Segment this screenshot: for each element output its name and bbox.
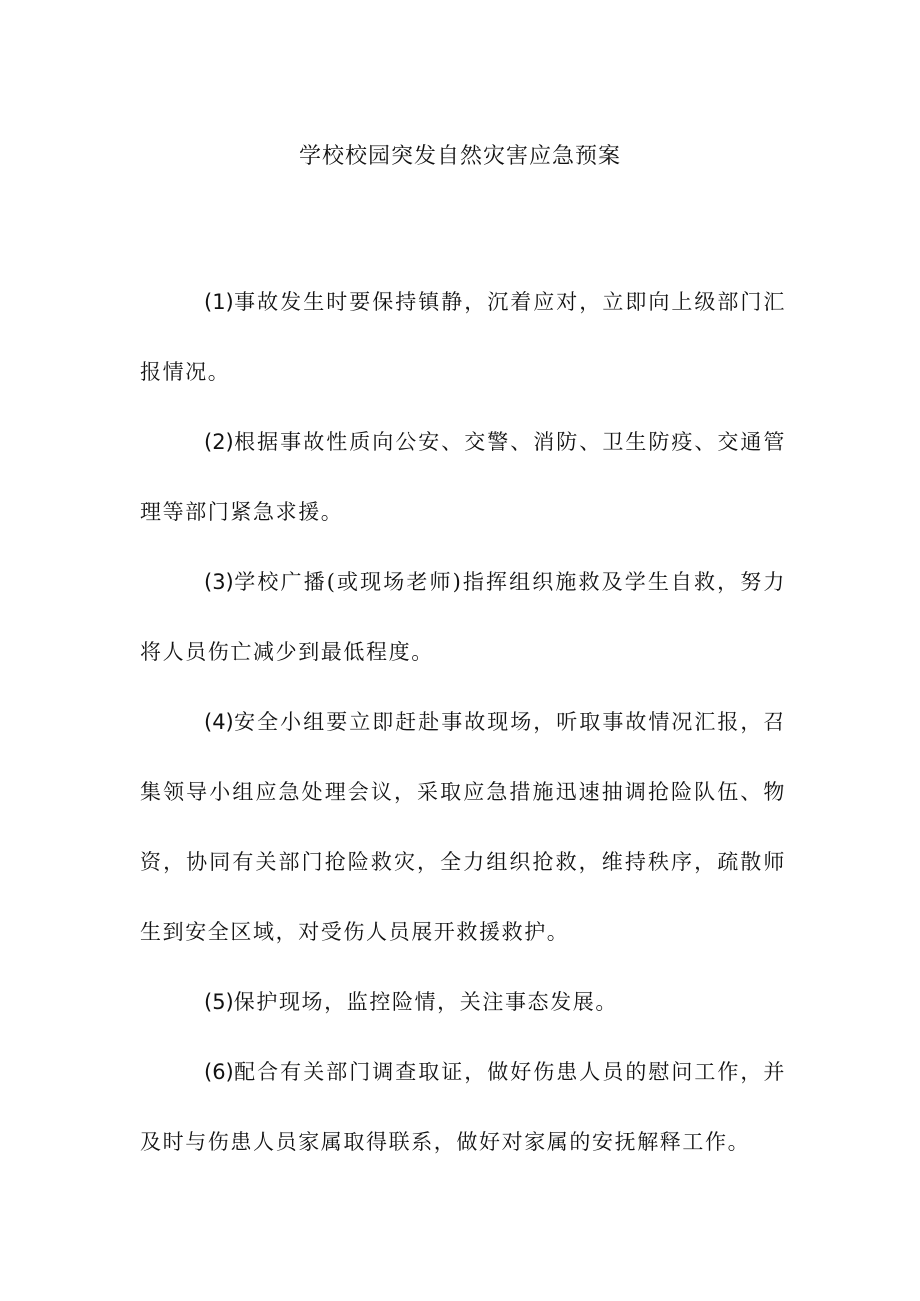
paragraph-4 [140, 687, 786, 967]
paragraph-1 [140, 267, 786, 407]
paragraph-number: (2) [204, 430, 234, 454]
paragraph-text: 安全小组要立即赶赴事故现场，听取事故情况汇报，召集领导小组应急处理会议，采取应急措施迅速抽调抢险队伍、物资，协同有关部门抢险救灾，全力组织抢救，维持秩序，疏散师生到安全区域，对受伤人员展开救援救护。 [140, 710, 786, 944]
paragraph-6 [140, 1037, 786, 1177]
paragraph-number: (5) [204, 990, 234, 1014]
paragraph-number: (6) [204, 1060, 234, 1084]
paragraph-text: 保护现场，监控险情，关注事态发展。 [233, 990, 618, 1014]
paragraph-text: 根据事故性质向公安、交警、消防、卫生防疫、交通管理等部门紧急求援。 [140, 430, 786, 524]
paragraph-5 [140, 967, 786, 1037]
paragraph-text: 学校广播(或现场老师)指挥组织施救及学生自救，努力将人员伤亡减少到最低程度。 [140, 570, 786, 664]
paragraph-number: (3) [204, 570, 234, 594]
paragraph-3 [140, 547, 786, 687]
paragraph-text: 事故发生时要保持镇静，沉着应对，立即向上级部门汇报情况。 [140, 290, 786, 384]
paragraph-number: (4) [204, 710, 234, 734]
document-body [140, 267, 786, 1177]
paragraph-number: (1) [204, 290, 234, 314]
paragraph-2 [140, 407, 786, 547]
paragraph-text: 配合有关部门调查取证，做好伤患人员的慰问工作，并及时与伤患人员家属取得联系，做好对家属的安抚解释工作。 [140, 1060, 786, 1154]
page-title: 学校校园突发自然灾害应急预案 [298, 144, 621, 169]
